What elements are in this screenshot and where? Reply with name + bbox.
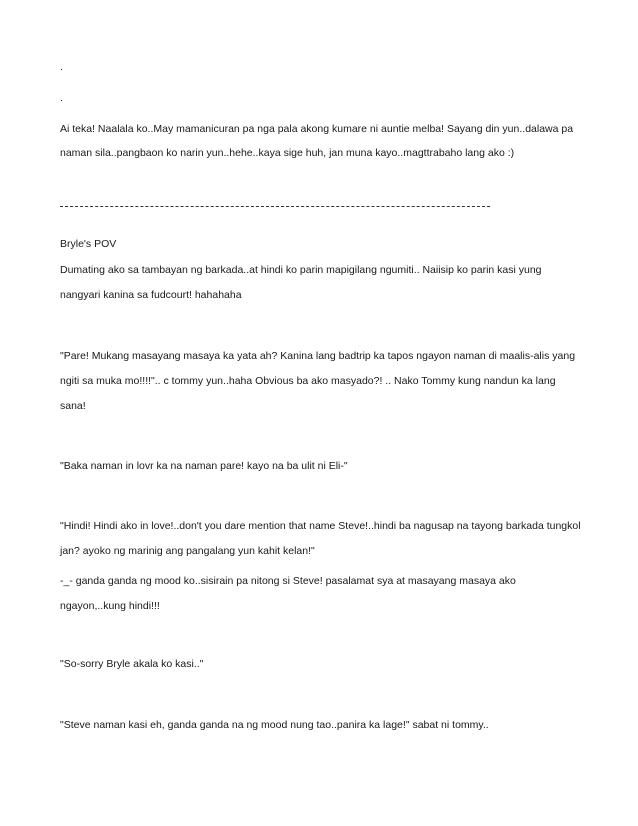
- text-line: jan? ayoko ng marinig ang pangalang yun kahit kelan!": [60, 545, 315, 557]
- section-heading: Bryle's POV: [60, 238, 117, 250]
- text-line: "Pare! Mukang masayang masaya ka yata ah? Kanina lang badtrip ka tapos ngayon naman di maalis-alis yang: [60, 350, 576, 362]
- text-line: ngiti sa muka mo!!!!".. c tommy yun..haha Obvious ba ako masyado?! .. Nako Tommy kung nandun ka lang: [60, 375, 556, 387]
- text-line: ngayon,..kung hindi!!!: [60, 600, 160, 612]
- text-line: naman sila..pangbaon ko narin yun..hehe..kaya sige huh, jan muna kayo..magttrabaho lang ako :): [60, 147, 515, 159]
- text-line: "Steve naman kasi eh, ganda ganda na ng mood nung tao..panira ka lage!" sabat ni tommy..: [60, 719, 489, 731]
- text-line: .: [60, 61, 63, 73]
- text-line: Dumating ako sa tambayan ng barkada..at hindi ko parin mapigilang ngumiti.. Naiisip ko parin kasi yung: [60, 264, 542, 276]
- section-divider: [60, 206, 490, 207]
- text-line: sana!: [60, 400, 86, 412]
- text-line: -_- ganda ganda ng mood ko..sisirain pa nitong si Steve! pasalamat sya at masayang masaya ako: [60, 575, 516, 587]
- text-line: "Hindi! Hindi ako in love!..don't you dare mention that name Steve!..hindi ba nagusap na tayong barkada tungkol: [60, 520, 581, 532]
- text-line: .: [60, 92, 63, 104]
- text-line: Ai teka! Naalala ko..May mamanicuran pa nga pala akong kumare ni auntie melba! Sayang din yun..dalawa pa: [60, 123, 574, 135]
- text-line: "So-sorry Bryle akala ko kasi..": [60, 658, 204, 670]
- text-line: "Baka naman in lovr ka na naman pare! kayo na ba ulit ni Eli-": [60, 460, 348, 472]
- text-line: nangyari kanina sa fudcourt! hahahaha: [60, 289, 242, 301]
